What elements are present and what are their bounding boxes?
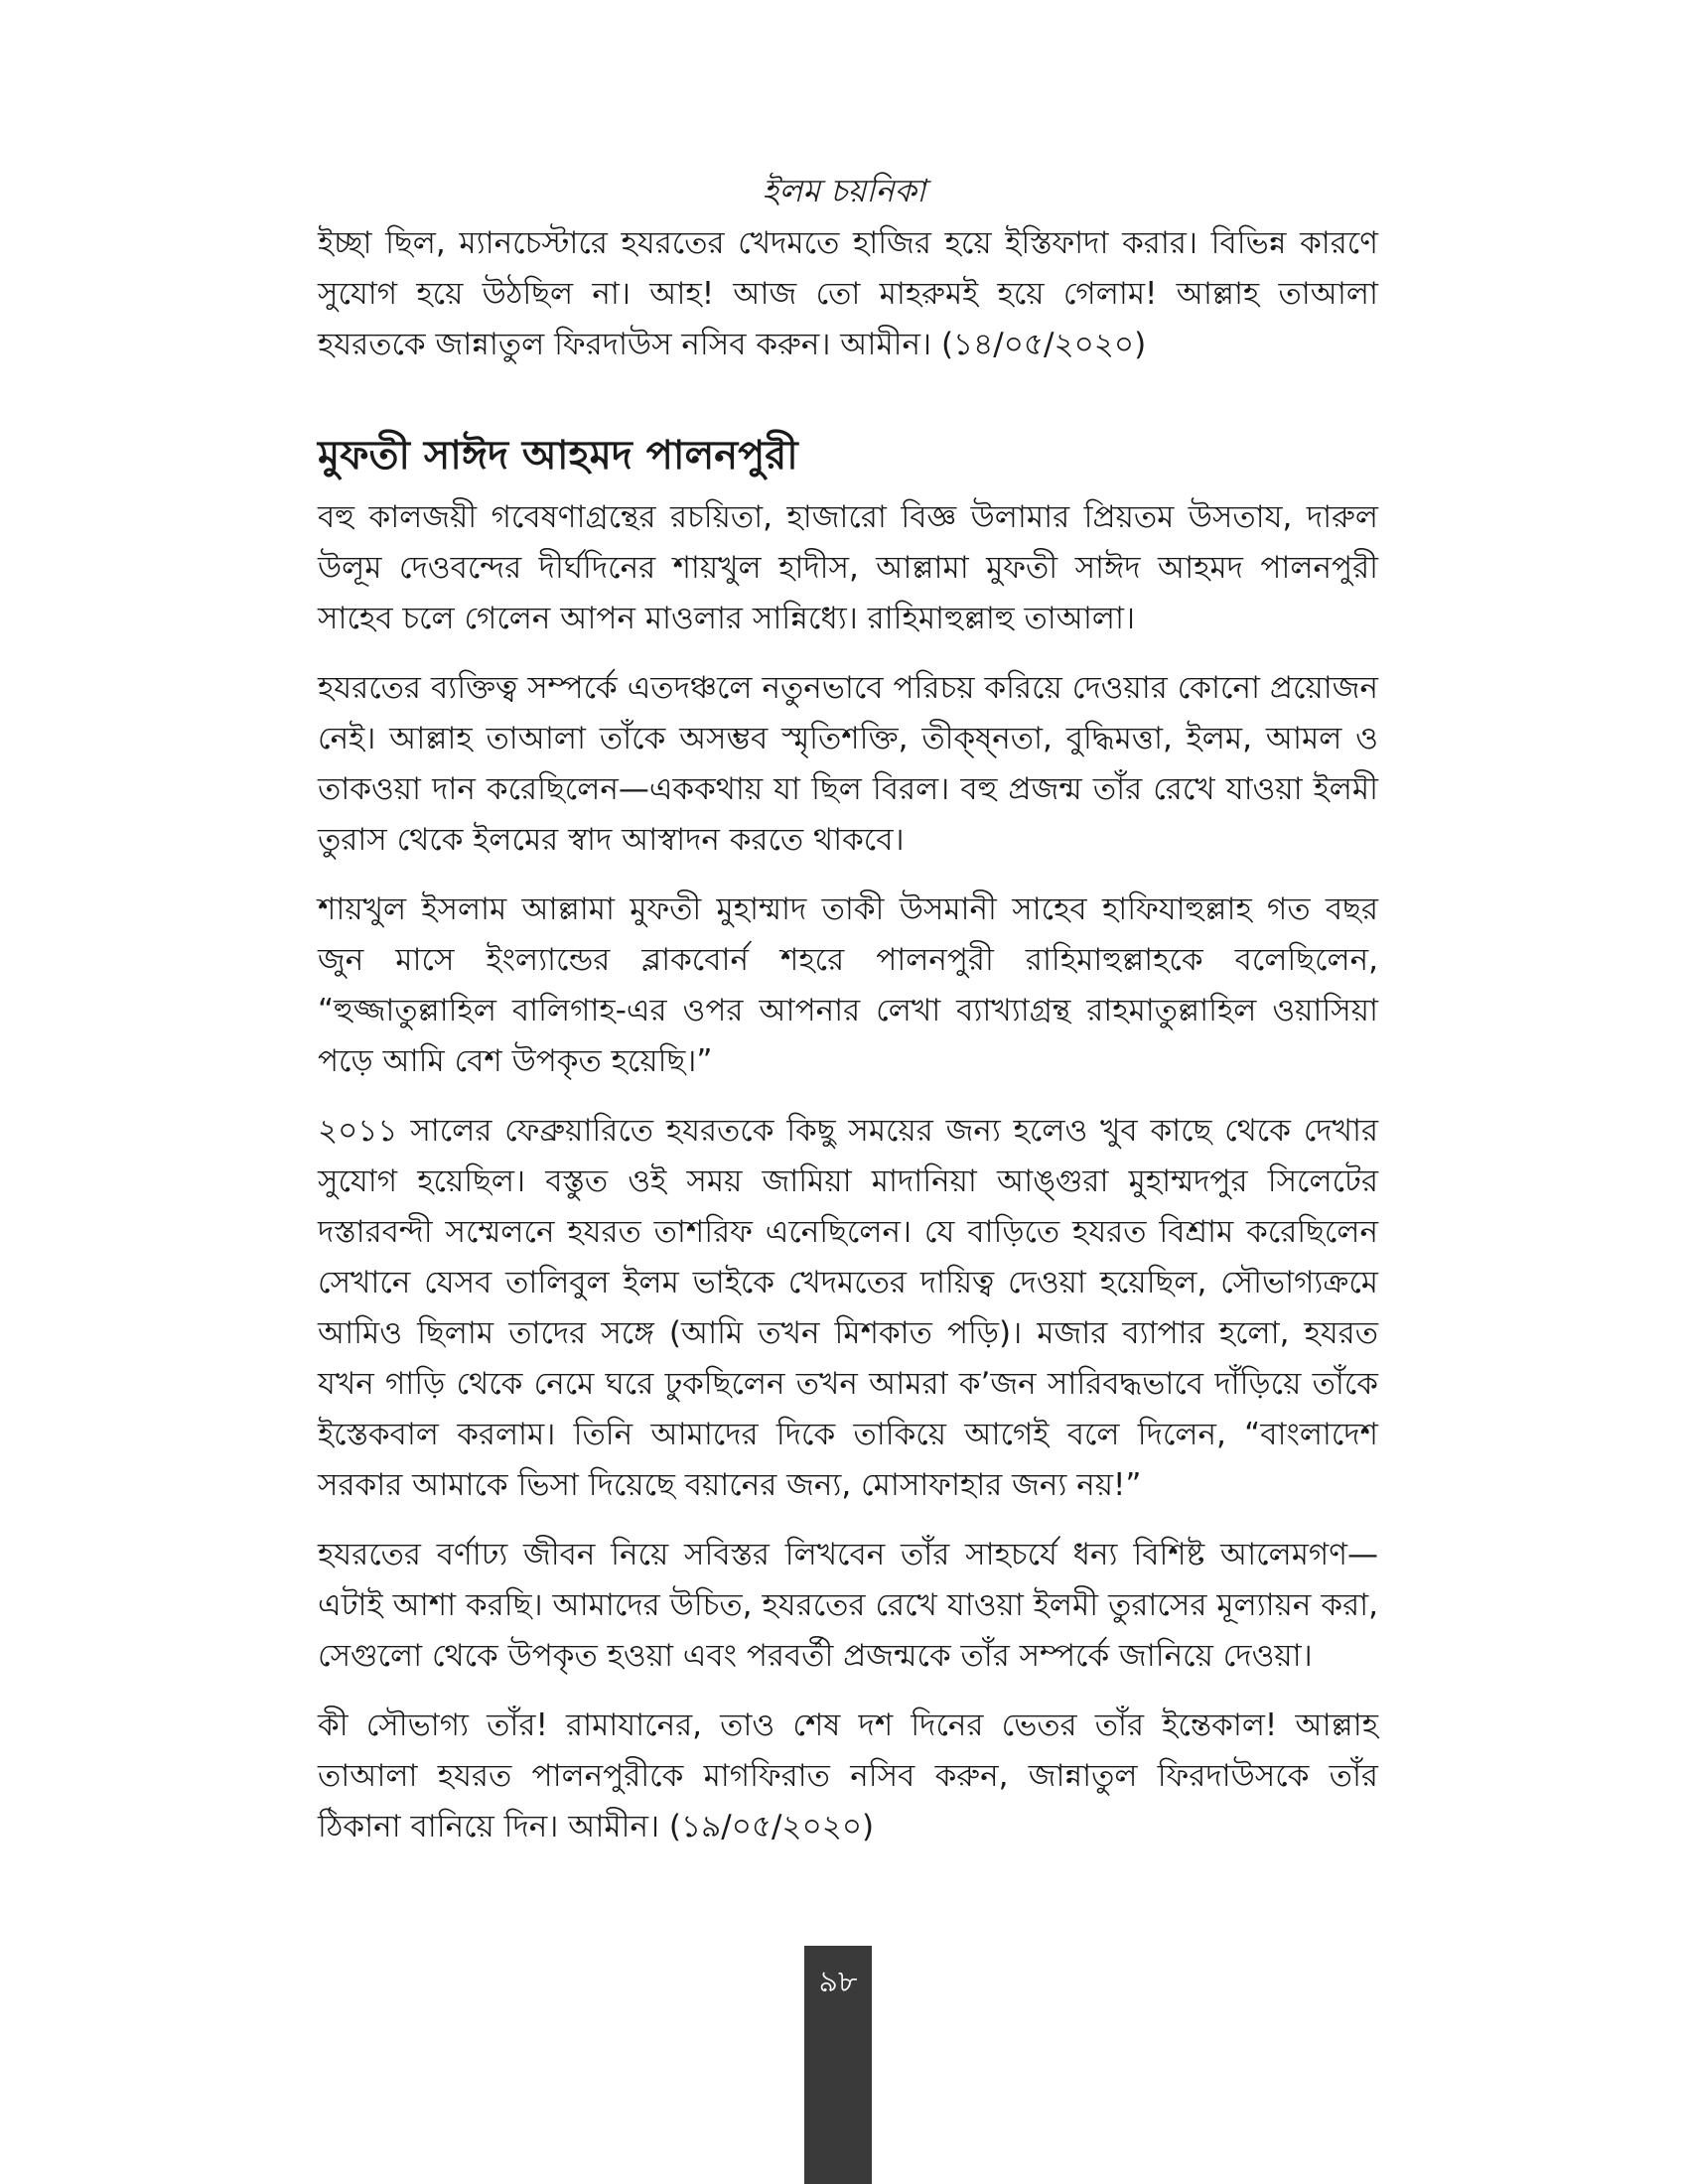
section-title: মুফতী সাঈদ আহমদ পালনপুরী — [318, 433, 798, 478]
body-paragraph-3: শায়খুল ইসলাম আল্লামা মুফতী মুহাম্মাদ তাকী উসমানী সাহেব হাফিযাহুল্লাহ গত বছর জুন মাসে ইংল্যান্ডের ব্লাকবোর্ন শহরে পালনপুরী রাহিমাহুল্লাহকে বলেছিলেন, “হুজ্জাতুল্লাহিল বালিগাহ-এর ওপর আপনার লেখা ব্যাখ্যাগ্রন্থ রাহমাতুল্লাহিল ওয়াসিয়া পড়ে আমি বেশ উপকৃত হয়েছি।” — [318, 891, 1378, 1079]
body-paragraph-5: হযরতের বর্ণাঢ্য জীবন নিয়ে সবিস্তর লিখবেন তাঁর সাহচর্যে ধন্য বিশিষ্ট আলেমগণ—এটাই আশা করছি। আমাদের উচিত, হযরতের রেখে যাওয়া ইলমী তুরাসের মূল্যায়ন করা, সেগুলো থেকে উপকৃত হওয়া এবং পরবর্তী প্রজন্মকে তাঁর সম্পর্কে জানিয়ে দেওয়া। — [318, 1537, 1378, 1674]
page-number-tab — [804, 1946, 872, 2184]
body-paragraph-2: হযরতের ব্যক্তিত্ব সম্পর্কে এতদঞ্চলে নতুনভাবে পরিচয় করিয়ে দেওয়ার কোনো প্রয়োজন নেই। আল্লাহ তাআলা তাঁকে অসম্ভব স্মৃতিশক্তি, তীক্ষ্নতা, বুদ্ধিমত্তা, ইলম, আমল ও তাকওয়া দান করেছিলেন—এককথায় যা ছিল বিরল। বহু প্রজন্ম তাঁর রেখে যাওয়া ইলমী তুরাস থেকে ইলমের স্বাদ আস্বাদন করতে থাকবে। — [318, 670, 1378, 858]
page-number: ৯৮ — [818, 1965, 858, 1999]
body-paragraph-1: বহু কালজয়ী গবেষণাগ্রন্থের রচয়িতা, হাজারো বিজ্ঞ উলামার প্রিয়তম উসতায, দারুল উলূম দেওবন্দের দীর্ঘদিনের শায়খুল হাদীস, আল্লামা মুফতী সাঈদ আহমদ পালনপুরী সাহেব চলে গেলেন আপন মাওলার সান্নিধ্যে। রাহিমাহুল্লাহু তাআলা। — [318, 499, 1378, 636]
body-paragraph-4: ২০১১ সালের ফেব্রুয়ারিতে হযরতকে কিছু সময়ের জন্য হলেও খুব কাছে থেকে দেখার সুযোগ হয়েছিল। বস্তুত ওই সময় জামিয়া মাদানিয়া আঙ্গুরা মুহাম্মদপুর সিলেটের দস্তারবন্দী সম্মেলনে হযরত তাশরিফ এনেছিলেন। যে বাড়িতে হযরত বিশ্রাম করেছিলেন সেখানে যেসব তালিবুল ইলম ভাইকে খেদমতের দায়িত্ব দেওয়া হয়েছিল, সৌভাগ্যক্রমে আমিও ছিলাম তাদের সঙ্গে (আমি তখন মিশকাত পড়ি)। মজার ব্যাপার হলো, হযরত যখন গাড়ি থেকে নেমে ঘরে ঢুকছিলেন তখন আমরা ক’জন সারিবদ্ধভাবে দাঁড়িয়ে তাঁকে ইস্তেকবাল করলাম। তিনি আমাদের দিকে তাকিয়ে আগেই বলে দিলেন, “বাংলাদেশ সরকার আমাকে ভিসা দিয়েছে বয়ানের জন্য, মোসাফাহার জন্য নয়!” — [318, 1113, 1378, 1503]
page-content — [318, 218, 1378, 1852]
intro-paragraph: ইচ্ছা ছিল, ম্যানচেস্টারে হযরতের খেদমতে হাজির হয়ে ইস্তিফাদা করার। বিভিন্ন কারণে সুযোগ হয়ে উঠছিল না। আহ! আজ তো মাহরুমই হয়ে গেলাম! আল্লাহ তাআলা হযরতকে জান্নাতুল ফিরদাউস নসিব করুন। আমীন। (১৪/০৫/২০২০) — [318, 225, 1378, 362]
running-header: ইলম চয়নিকা — [762, 172, 926, 209]
body-paragraph-6: কী সৌভাগ্য তাঁর! রামাযানের, তাও শেষ দশ দিনের ভেতর তাঁর ইন্তেকাল! আল্লাহ তাআলা হযরত পালনপুরীকে মাগফিরাত নসিব করুন, জান্নাতুল ফিরদাউসকে তাঁর ঠিকানা বানিয়ে দিন। আমীন। (১৯/০৫/২০২০) — [318, 1707, 1378, 1844]
